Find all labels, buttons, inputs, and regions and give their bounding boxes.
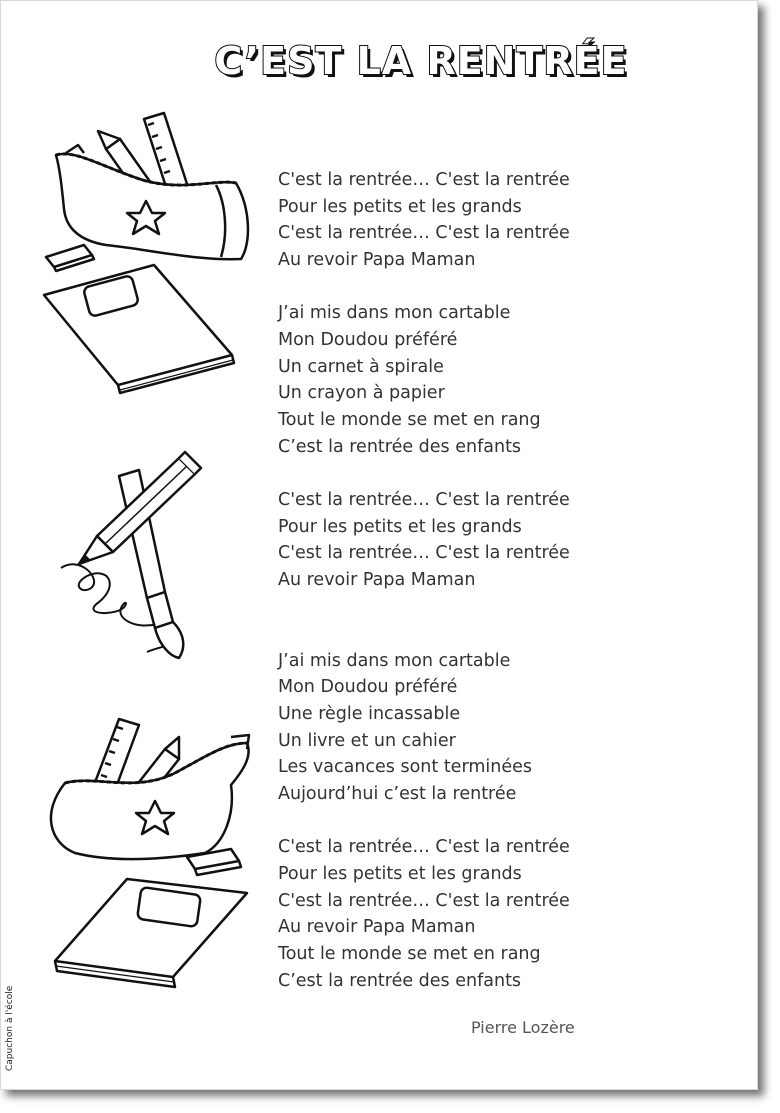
lyric-line: J’ai mis dans mon cartable (278, 650, 511, 671)
song-lyrics (278, 167, 718, 994)
stanza-1 (278, 167, 718, 274)
lyric-line: Mon Doudou préféré (278, 677, 458, 698)
lyric-line: Aujourd’hui c’est la rentrée (278, 784, 517, 805)
pencil-case-notebook-illustration (36, 109, 256, 399)
lyric-line: Un crayon à papier (278, 383, 445, 404)
lyric-line: Un livre et un cahier (278, 730, 456, 751)
lyric-line: Tout le monde se met en rang (278, 944, 541, 964)
lyric-line: Pour les petits et les grands (278, 863, 522, 884)
lyric-line: C'est la rentrée… C'est la rentrée (278, 543, 570, 564)
lyric-line: C'est la rentrée… C'est la rentrée (278, 837, 570, 858)
lyric-line: Un carnet à spirale (278, 356, 444, 377)
lyric-line: Au revoir Papa Maman (278, 250, 476, 271)
site-credit: Capuchon à l'école (5, 985, 15, 1071)
lyric-line: Au revoir Papa Maman (278, 569, 476, 590)
lyric-line: C'est la rentrée… C'est la rentrée (278, 890, 570, 911)
stanza-2 (278, 300, 718, 460)
lyric-line: Au revoir Papa Maman (278, 917, 476, 938)
lyric-line: J’ai mis dans mon cartable (278, 303, 511, 324)
stanza-5 (278, 834, 718, 994)
stanza-4 (278, 648, 718, 808)
lyric-line: Une règle incassable (278, 704, 461, 724)
lyric-line: Pour les petits et les grands (278, 196, 522, 217)
pencil-case-icon (51, 735, 249, 859)
lyric-line: C'est la rentrée… C'est la rentrée (278, 170, 570, 190)
lyric-line: C’est la rentrée des enfants (278, 436, 522, 457)
pencil-case-notebook-illustration-2 (35, 713, 265, 1005)
stanza-3 (278, 487, 718, 594)
lyric-line: C'est la rentrée… C'est la rentrée (278, 223, 570, 244)
lyric-line: C’est la rentrée des enfants (278, 970, 522, 991)
pencil-brush-illustration (39, 446, 219, 666)
notebook-icon (55, 879, 247, 987)
song-title: C’EST LA RENTRÉE (214, 39, 628, 83)
eraser-icon (46, 245, 94, 271)
lyric-line: Pour les petits et les grands (278, 516, 522, 537)
notebook-icon (44, 265, 234, 393)
lyric-line: Tout le monde se met en rang (278, 410, 541, 430)
lyric-line: Mon Doudou préféré (278, 329, 458, 350)
song-author: Pierre Lozère (471, 1018, 575, 1037)
lyric-line: Les vacances sont terminées (278, 757, 532, 778)
lyric-line: C'est la rentrée… C'est la rentrée (278, 489, 570, 510)
pencil-case-icon (56, 145, 248, 259)
